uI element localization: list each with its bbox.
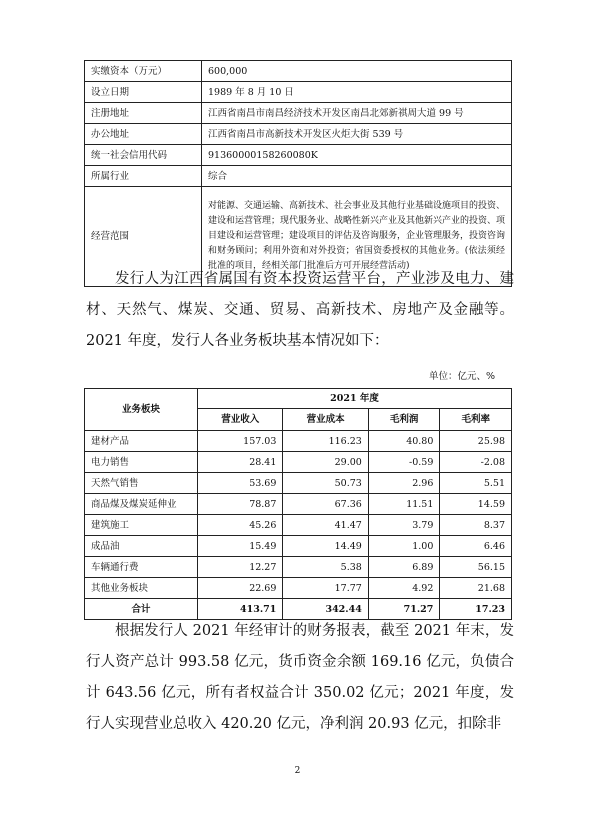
- table-row: [85, 557, 512, 578]
- info-label: 注册地址: [85, 103, 202, 124]
- table-cell: 12.27: [198, 557, 283, 578]
- column-header: 毛利率: [440, 409, 512, 431]
- company-info-table: [84, 60, 512, 287]
- table-cell: 56.15: [440, 557, 512, 578]
- intro-text: 发行人为江西省属国有资本投资运营平台，产业涉及电力、建材、天然气、煤炭、交通、贸易、高新技术、房地产及金融等。2021 年度，发行人各业务板块基本情况如下：: [86, 271, 514, 349]
- info-label: 办公地址: [85, 124, 202, 145]
- table-cell: 6.46: [440, 536, 512, 557]
- financial-summary-text: 根据发行人 2021 年经审计的财务报表，截至 2021 年末，发行人资产总计 993.58 亿元，货币资金余额 169.16 亿元，负债合计 643.56 亿元，所有者权益合计 350.02 亿元；2021 年度，发行人实现营业总收入 420.20 亿元，净利润 20.93 亿元，扣除非: [86, 623, 514, 732]
- table-cell: 21.68: [440, 578, 512, 599]
- info-row: [85, 145, 512, 166]
- segment-name: 成品油: [85, 536, 198, 557]
- table-cell: 45.26: [198, 515, 283, 536]
- table-row: [85, 515, 512, 536]
- info-label: 实缴资本（万元）: [85, 61, 202, 82]
- info-label: 设立日期: [85, 82, 202, 103]
- info-value: 1989 年 8 月 10 日: [202, 82, 512, 103]
- year-header: 2021 年度: [198, 389, 512, 409]
- total-cell: 342.44: [283, 599, 368, 620]
- segment-name: 其他业务板块: [85, 578, 198, 599]
- unit-note: 单位：亿元、%: [428, 371, 495, 382]
- total-label: 合计: [85, 599, 198, 620]
- table-cell: 25.98: [440, 431, 512, 452]
- info-row: [85, 124, 512, 145]
- table-cell: 11.51: [368, 494, 440, 515]
- table-cell: 78.87: [198, 494, 283, 515]
- table-cell: 5.38: [283, 557, 368, 578]
- table-cell: 2.96: [368, 473, 440, 494]
- financial-summary-paragraph: [86, 616, 514, 740]
- table-cell: 3.79: [368, 515, 440, 536]
- intro-paragraph: [86, 264, 514, 357]
- table-cell: 22.69: [198, 578, 283, 599]
- table-row: [85, 452, 512, 473]
- column-header: 营业成本: [283, 409, 368, 431]
- segment-name: 建筑施工: [85, 515, 198, 536]
- column-header: 营业收入: [198, 409, 283, 431]
- table-row: [85, 536, 512, 557]
- table-cell: 15.49: [198, 536, 283, 557]
- table-row: [85, 431, 512, 452]
- table-cell: 28.41: [198, 452, 283, 473]
- table-cell: 4.92: [368, 578, 440, 599]
- table-cell: 5.51: [440, 473, 512, 494]
- business-scope-text: 对能源、交通运输、高新技术、社会事业及其他行业基础设施项目的投资、建设和运营管理；现代服务业、战略性新兴产业及其他新兴产业的投资、项目建设和运营管理；建设项目的评估及咨询服务，企业管理服务，投资咨询和财务顾问；利用外资和对外投资；省国资委授权的其他业务。(依法须经批准的项目，经相关部门批准后方可开展经营活动): [202, 187, 512, 287]
- table-cell: -2.08: [440, 452, 512, 473]
- table-cell: 6.89: [368, 557, 440, 578]
- table-cell: 14.49: [283, 536, 368, 557]
- info-label: 所属行业: [85, 166, 202, 187]
- table-cell: 53.69: [198, 473, 283, 494]
- info-value: 600,000: [202, 61, 512, 82]
- segment-name: 天然气销售: [85, 473, 198, 494]
- table-cell: 67.36: [283, 494, 368, 515]
- segment-name: 建材产品: [85, 431, 198, 452]
- table-cell: 116.23: [283, 431, 368, 452]
- business-segment-table: [84, 388, 512, 620]
- segment-name: 商品煤及煤炭延伸业: [85, 494, 198, 515]
- table-cell: 8.37: [440, 515, 512, 536]
- page-number: 2: [294, 766, 301, 776]
- table-cell: 157.03: [198, 431, 283, 452]
- info-row: [85, 82, 512, 103]
- info-value: 江西省南昌市南昌经济技术开发区南昌北郊新祺周大道 99 号: [202, 103, 512, 124]
- table-cell: -0.59: [368, 452, 440, 473]
- total-cell: 17.23: [440, 599, 512, 620]
- table-row: [85, 473, 512, 494]
- info-value: 综合: [202, 166, 512, 187]
- table-row: [85, 494, 512, 515]
- total-cell: 71.27: [368, 599, 440, 620]
- info-value: 江西省南昌市高新技术开发区火炬大街 539 号: [202, 124, 512, 145]
- info-row: [85, 103, 512, 124]
- table-cell: 41.47: [283, 515, 368, 536]
- business-scope-label: 经营范围: [85, 187, 202, 287]
- table-cell: 14.59: [440, 494, 512, 515]
- info-label: 统一社会信用代码: [85, 145, 202, 166]
- info-row: [85, 61, 512, 82]
- table-row: [85, 578, 512, 599]
- segment-name: 车辆通行费: [85, 557, 198, 578]
- table-cell: 17.77: [283, 578, 368, 599]
- total-cell: 413.71: [198, 599, 283, 620]
- info-value: 91360000158260080K: [202, 145, 512, 166]
- table-header-row: [85, 389, 512, 409]
- table-cell: 29.00: [283, 452, 368, 473]
- segment-header: 业务板块: [85, 389, 198, 431]
- table-cell: 40.80: [368, 431, 440, 452]
- column-header: 毛利润: [368, 409, 440, 431]
- info-row: [85, 166, 512, 187]
- segment-name: 电力销售: [85, 452, 198, 473]
- table-cell: 50.73: [283, 473, 368, 494]
- table-cell: 1.00: [368, 536, 440, 557]
